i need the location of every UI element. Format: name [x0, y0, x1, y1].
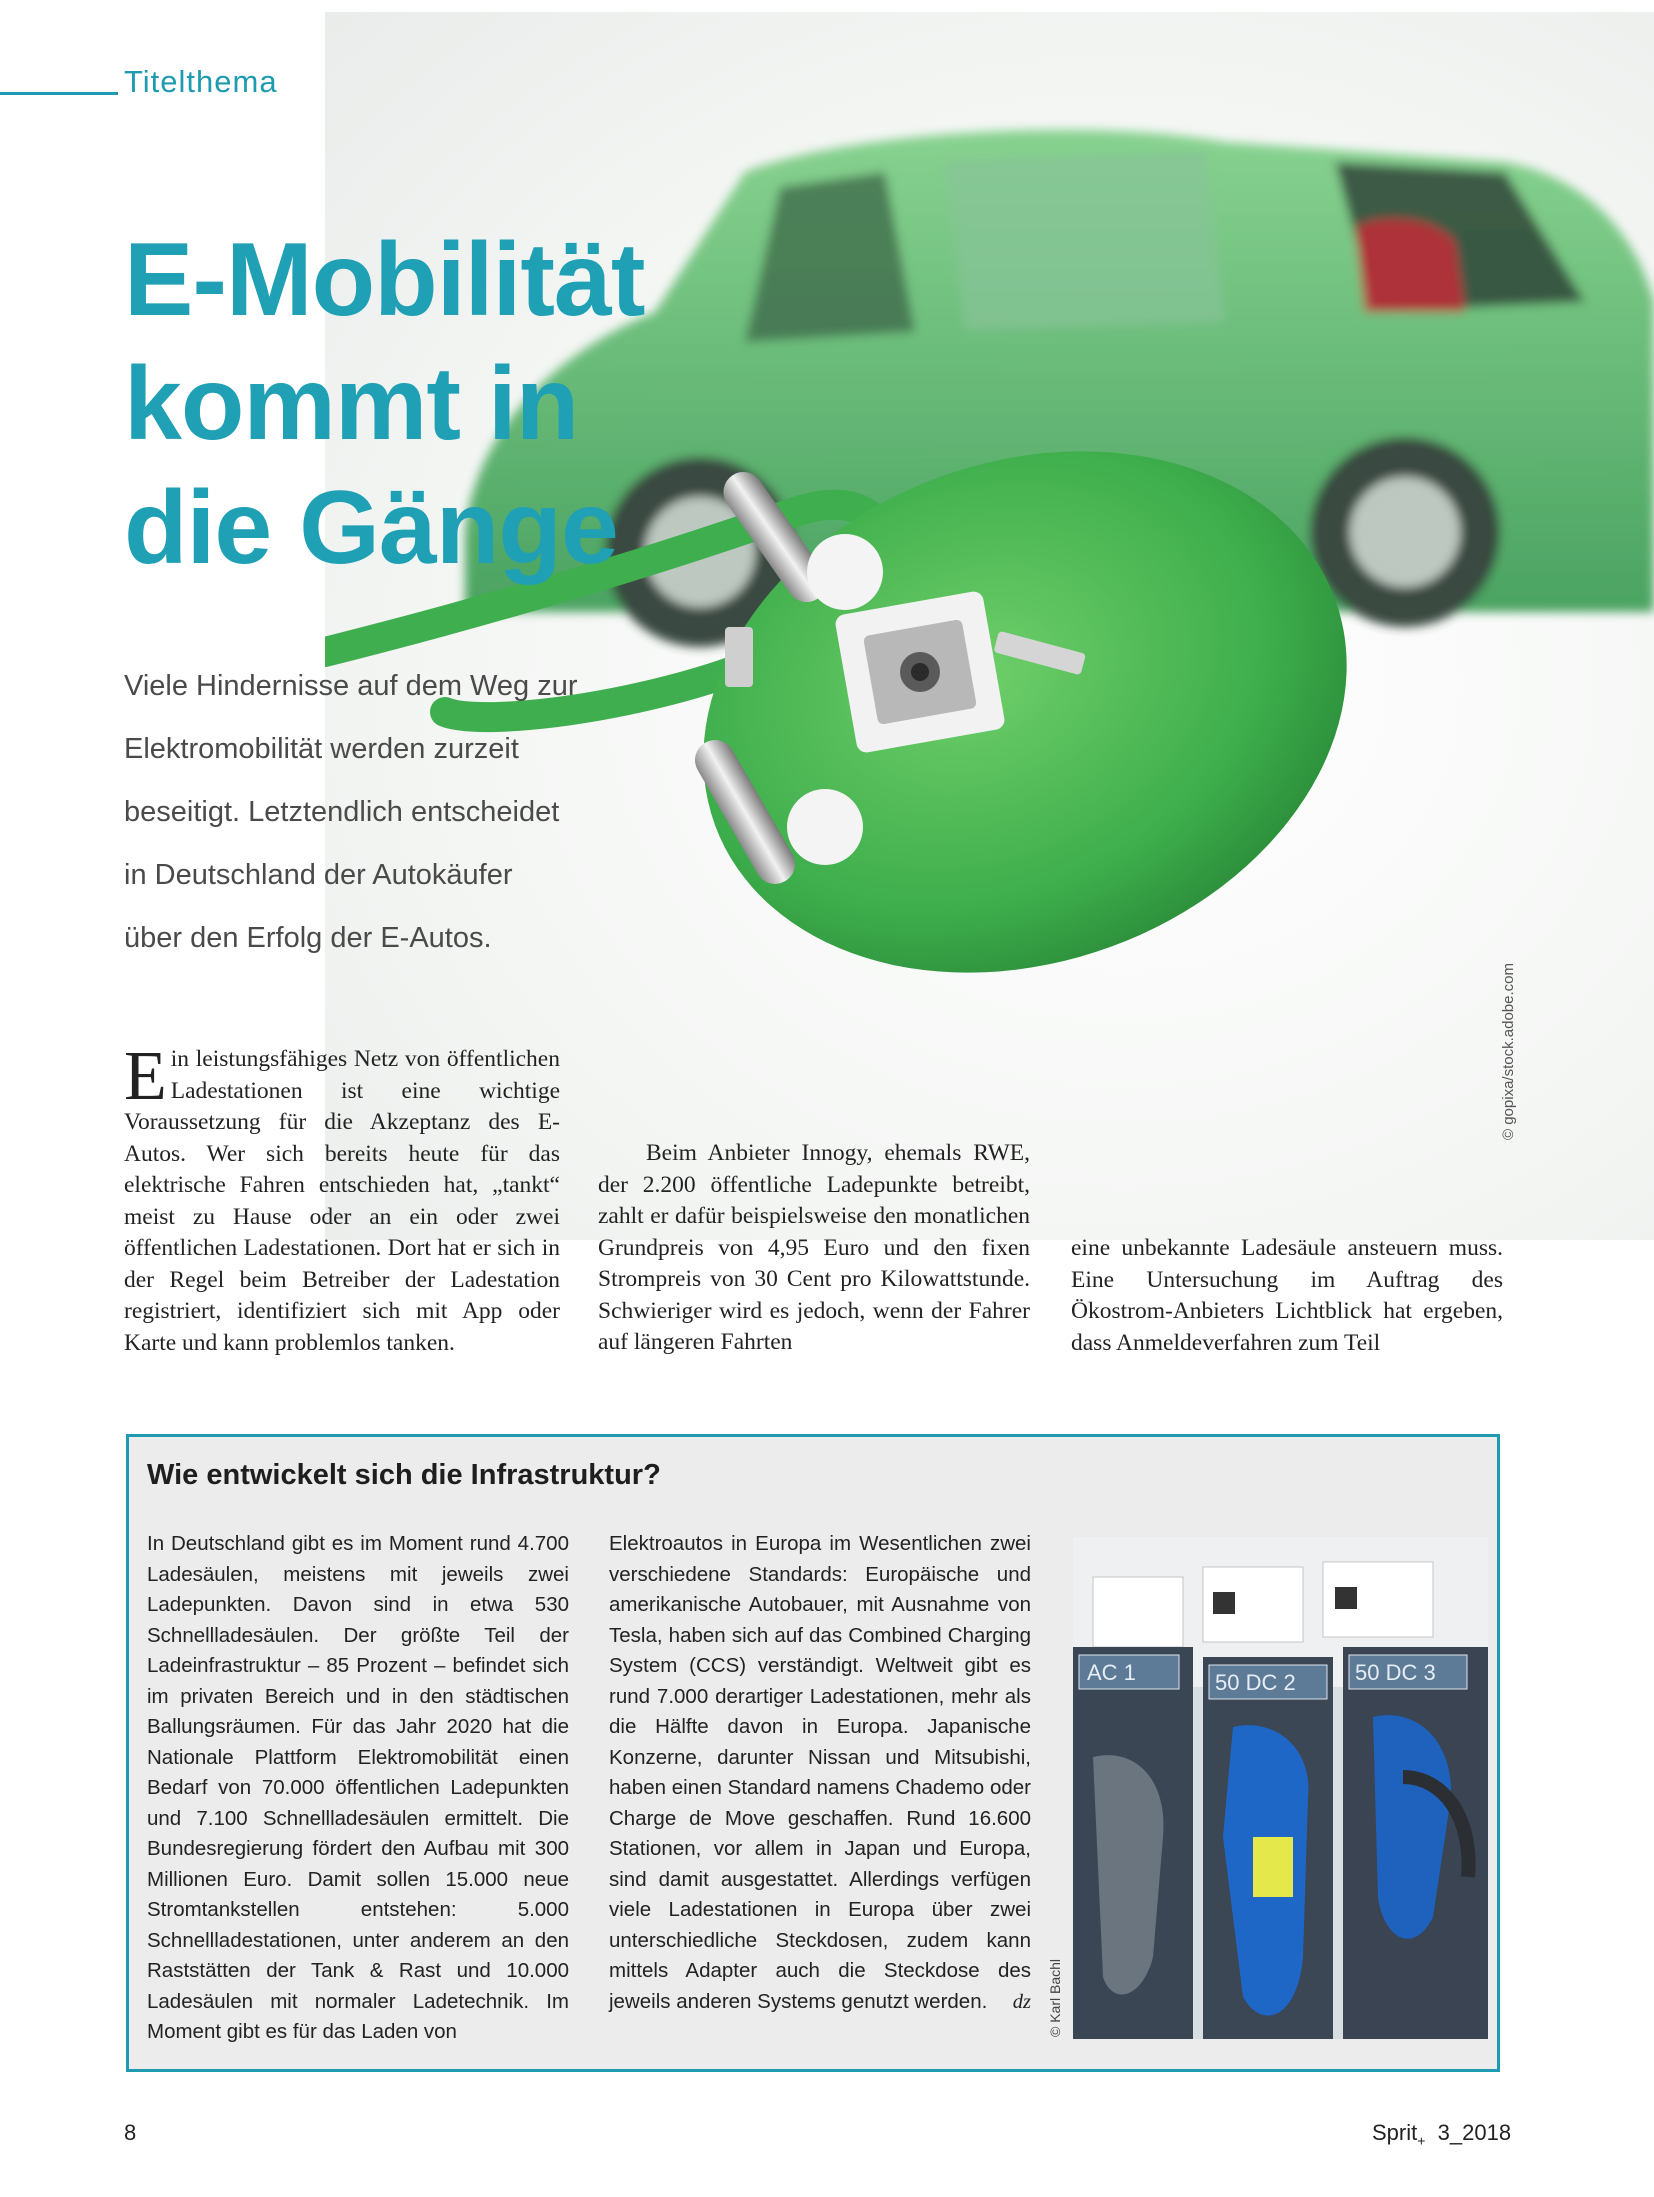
title-line: kommt in: [124, 346, 579, 462]
infobox-column-1: [147, 1529, 569, 2048]
title-line: die Gänge: [124, 470, 618, 586]
issue-number: 3_2018: [1437, 2120, 1512, 2145]
photo-credit: © Karl Bachl: [1047, 1958, 1063, 2037]
infobox-heading: Wie entwickelt sich die Infrastruktur?: [147, 1459, 661, 1491]
infobox-paragraph: Elektroautos in Europa im Wesentlichen zwei verschiedene Standards: Europäische und amerikanische Autobauer, mit Ausnahme von Tesla, haben sich auf das Combined Charging System (CCS) verständigt. Weltweit gibt es rund 7.000 derartiger Ladestationen, mehr als die Hälfte davon in Europa. Japanische Konzerne, darunter Nissan und Mitsubishi, haben einen Standard namens Chademo oder Charge de Move geschaffen. Rund 16.600 Stationen, vor allem in Japan und Europa, sind damit ausgestattet. Allerdings verfügen viele Ladestationen in Europa über zwei unterschiedliche Steckdosen, zudem kann mittels Adapter auch die Steckdose des jeweils anderen Systems genutzt werden.: [609, 1532, 1031, 2013]
title-line: E-Mobilität: [124, 222, 645, 338]
body-paragraph: eine unbekannte Ladesäule ansteuern muss. Eine Untersuchung im Auftrag des Ökostrom-Anbieters Lichtblick hat ergeben, dass Anmeldeverfahren zum Teil: [1071, 1235, 1503, 1356]
body-column-2: [598, 1138, 1030, 1359]
page-number: 8: [124, 2120, 137, 2145]
lead-line: beseitigt. Letztendlich entscheidet: [124, 796, 560, 828]
magazine-name: Sprit: [1372, 2120, 1418, 2145]
body-column-3: [1071, 1233, 1503, 1359]
magazine-issue: [1372, 2120, 1511, 2148]
lead-line: Viele Hindernisse auf dem Weg zur: [124, 670, 578, 702]
drop-cap: E: [124, 1038, 167, 1115]
infobox-paragraph: In Deutschland gibt es im Moment rund 4.700 Ladesäulen, meistens mit jeweils zwei Ladepunkten. Davon sind in etwa 530 Schnellladesäulen. Der größte Teil der Ladeinfrastruktur – 85 Prozent – befindet sich im privaten Bereich und in den städtischen Ballungsräumen. Für das Jahr 2020 hat die Nationale Plattform Elektromobilität einen Bedarf von 70.000 öffentlichen Ladepunkten und 7.100 Schnellladesäulen ermittelt. Die Bundesregierung fördert den Aufbau mit 300 Millionen Euro. Damit sollen 15.000 neue Stromtankstellen entstehen: 5.000 Schnellladestationen, unter anderem an den Raststätten der Tank & Rast und 10.000 Ladesäulen mit normaler Ladetechnik. Im Moment gibt es für das Laden von: [147, 1532, 569, 2043]
charger-label: 50 DC 2: [1215, 1670, 1296, 1695]
lead-line: Elektromobilität werden zurzeit: [124, 733, 519, 765]
section-label: Titelthema: [124, 64, 278, 99]
article-lead: [124, 655, 594, 970]
section-rule: [0, 92, 118, 95]
body-paragraph: in leistungsfähiges Netz von öffentlichen Ladestationen ist eine wichtige Voraussetzung für die Akzeptanz des E-Autos. Wer sich bereits heute für das elektrische Fahren entschieden hat, „tankt“ meist zu Hause oder an ein oder zwei öffentlichen Ladestationen. Dort hat er sich in der Regel beim Betreiber der Ladestation registriert, identifiziert sich mit App oder Karte und kann problemlos tanken.: [124, 1046, 560, 1356]
body-paragraph: Beim Anbieter Innogy, ehemals RWE, der 2.200 öffentliche Ladepunkte betreibt, zahlt er dafür beispielsweise den monatlichen Grundpreis von 4,95 Euro und den fixen Strompreis von 30 Cent pro Kilowattstunde. Schwieriger wird es jedoch, wenn der Fahrer auf längeren Fahrten: [598, 1140, 1030, 1355]
lead-line: über den Erfolg der E-Autos.: [124, 922, 492, 954]
lead-line: in Deutschland der Autokäufer: [124, 859, 513, 891]
image-credit: © gopixa/stock.adobe.com: [1500, 963, 1517, 1140]
magazine-name-sub: +: [1417, 2132, 1426, 2149]
body-column-1: [124, 1038, 560, 1359]
article-title: [124, 218, 644, 590]
infobox-column-2: [609, 1529, 1031, 2017]
charger-label: 50 DC 3: [1355, 1660, 1436, 1685]
charger-label: AC 1: [1087, 1660, 1136, 1685]
charging-station-illustration: [1073, 1537, 1488, 2039]
infobox: [126, 1434, 1500, 2072]
author-signature: dz: [1012, 1990, 1031, 2013]
charging-station-photo: [1073, 1537, 1488, 2039]
